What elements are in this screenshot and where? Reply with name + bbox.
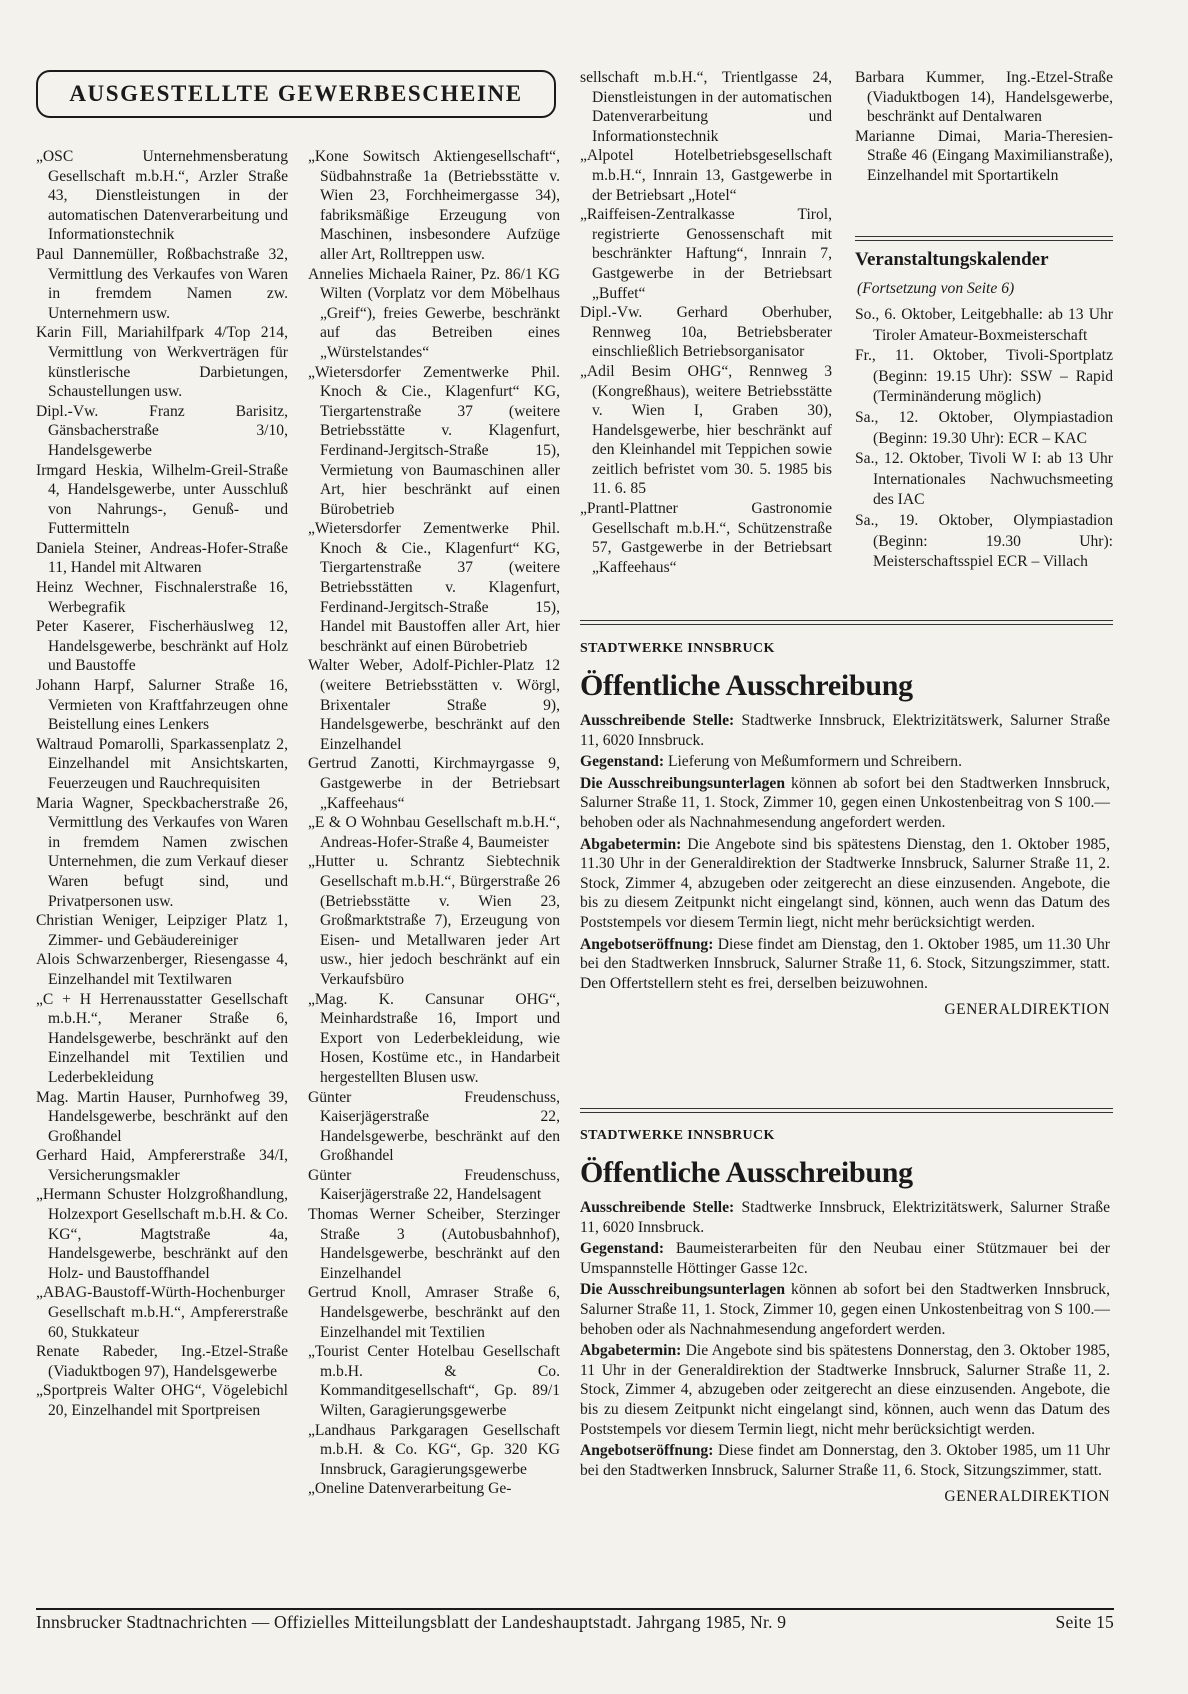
column-4 <box>855 68 1113 186</box>
list-item: „E & O Wohnbau Gesellschaft m.b.H.“, Andreas-Hofer-Straße 4, Baumeister <box>308 814 560 851</box>
tender-organization: STADTWERKE INNSBRUCK <box>580 641 775 656</box>
list-item: Waltraud Pomarolli, Sparkassenplatz 2, Einzelhandel mit Ansichtskarten, Feuerzeugen und Rauchrequisiten <box>36 735 288 792</box>
list-item: „ABAG-Baustoff-Würth-Hochenburger Gesellschaft m.b.H.“, Ampfererstraße 60, Stukkateur <box>36 1284 288 1341</box>
list-item: „Sportpreis Walter OHG“, Vögelebichl 20, Einzelhandel mit Sportpreisen <box>36 1382 288 1419</box>
list-item: „Hermann Schuster Holzgroßhandlung, Holzexport Gesellschaft m.b.H. & Co. KG“, Magtstraße 4a, Handelsgewerbe, beschränkt auf den Holz- und Baustoffhandel <box>36 1186 288 1282</box>
list-item: Mag. Martin Hauser, Purnhofweg 39, Handelsgewerbe, beschränkt auf den Großhandel <box>36 1088 288 1145</box>
list-item: Dipl.-Vw. Franz Barisitz, Gänsbacherstraße 3/10, Handelsgewerbe <box>36 402 288 459</box>
tender-paragraph <box>580 752 1110 772</box>
tender-title: Öffentliche Ausschreibung <box>580 1156 913 1189</box>
list-item: Günter Freudenschuss, Kaiserjägerstraße 22, Handelsagent <box>308 1166 560 1204</box>
section-divider <box>580 1108 1113 1113</box>
list-item: Johann Harpf, Salurner Straße 16, Vermieten von Kraftfahrzeugen ohne Beistellung eines Lenkers <box>36 677 288 734</box>
list-item: „Alpotel Hotelbetriebsgesellschaft m.b.H.“, Innrain 13, Gastgewerbe in der Betriebsart „Hotel“ <box>580 147 832 204</box>
list-item: Annelies Michaela Rainer, Pz. 86/1 KG Wilten (Vorplatz vor dem Möbelhaus „Greif“), freies Gewerbe, beschränkt auf das Betreiben eines „Würstelstandes“ <box>308 265 560 361</box>
page-number: Seite 15 <box>1055 1612 1114 1632</box>
event-calendar-title: Veranstaltungskalender <box>855 249 1049 270</box>
list-item: Günter Freudenschuss, Kaiserjägerstraße 22, Handelsgewerbe, beschränkt auf den Großhandel <box>308 1088 560 1165</box>
list-item: „Landhaus Parkgaragen Gesellschaft m.b.H. & Co. KG“, Gp. 320 KG Innsbruck, Garagierungsgewerbe <box>308 1421 560 1478</box>
tender-paragraph <box>580 1341 1110 1439</box>
event-item: Fr., 11. Oktober, Tivoli-Sportplatz (Beginn: 19.15 Uhr): SSW – Rapid (Terminänderung möglich) <box>855 347 1113 406</box>
tender-text: Diese findet am Dienstag, den 1. Oktober 1985, um 11.30 Uhr bei den Stadtwerken Innsbruck, Salurner Straße 11, 6. Stock, Sitzungszimmer, statt. Den Offertstellern steht es frei, derselben beizuwohnen. <box>580 935 1110 992</box>
list-item: Heinz Wechner, Fischnalerstraße 16, Werbegrafik <box>36 579 288 616</box>
tender-paragraph <box>580 1280 1110 1339</box>
section-divider <box>855 236 1113 241</box>
list-item: Alois Schwarzenberger, Riesengasse 4, Einzelhandel mit Textilwaren <box>36 951 288 988</box>
list-item: Maria Wagner, Speckbacherstraße 26, Vermittlung des Verkaufes von Waren in fremdem Namen zwischen Unternehmen, die zum Verkauf dieser Waren befugt sind, und Privatpersonen usw. <box>36 794 288 910</box>
list-item: „Wietersdorfer Zementwerke Phil. Knoch & Cie., Klagenfurt“ KG, Tiergartenstraße 37 (weitere Betriebsstätten v. Klagenfurt, Ferdinand-Jergitsch-Straße 15), Handel mit Baustoffen aller Art, hier beschränkt auf einen Bürobetrieb <box>308 520 560 655</box>
tender-paragraph <box>580 935 1110 994</box>
list-item: „Adil Besim OHG“, Rennweg 3 (Kongreßhaus), weitere Betriebsstätte v. Wien I, Graben 30), Handelsgewerbe, hier beschränkt auf den Kleinhandel mit Teppichen sowie zeitlich befristet vom 30. 5. 1985 bis 11. 6. 85 <box>580 362 832 498</box>
event-item: Sa., 12. Oktober, Olympiastadion (Beginn: 19.30 Uhr): ECR – KAC <box>855 408 1113 447</box>
list-item: Paul Dannemüller, Roßbachstraße 32, Vermittlung des Verkaufes von Waren in fremdem Namen zw. Unternehmern usw. <box>36 245 288 322</box>
event-calendar-subtitle: (Fortsetzung von Seite 6) <box>857 280 1015 297</box>
list-item: „Prantl-Plattner Gastronomie Gesellschaft m.b.H.“, Schützenstraße 57, Gastgewerbe in der Betriebsart „Kaffeehaus“ <box>580 500 832 576</box>
tender-text: können ab sofort bei den Stadtwerken Innsbruck, Salurner Straße 11, 1. Stock, Zimmer 10, gegen einen Unkostenbeitrag von S 100.— behoben oder als Nachnahmesendung angefordert werden. <box>580 774 1110 831</box>
column-1 <box>36 147 288 1421</box>
tender-notice-2 <box>580 1128 1110 1506</box>
column-2 <box>308 147 560 1499</box>
list-item: „Tourist Center Hotelbau Gesellschaft m.b.H. & Co. Kommanditgesellschaft“, Gp. 89/1 Wilten, Garagierungsgewerbe <box>308 1343 560 1419</box>
tender-paragraph <box>580 774 1110 833</box>
footer-divider <box>36 1608 1114 1610</box>
list-item: „Wietersdorfer Zementwerke Phil. Knoch & Cie., Klagenfurt“ KG, Tiergartenstraße 37 (weitere Betriebsstätte v. Klagenfurt, Ferdinand-Jergitsch-Straße 15), Vermietung von Baumaschinen aller Art, hier beschränkt auf einen Bürobetrieb <box>308 363 560 518</box>
tender-text: Stadtwerke Innsbruck, Elektrizitätswerk, Salurner Straße 11, 6020 Innsbruck. <box>580 712 1110 749</box>
tender-label: Gegenstand: <box>580 1240 665 1258</box>
tender-text: Die Angebote sind bis spätestens Dienstag, den 1. Oktober 1985, 11.30 Uhr in der Generaldirektion der Stadtwerke Innsbruck, Salurner Straße 11, 2. Stock, Zimmer 4, abzugeben oder zeitgerecht an diese einzusenden. Angebote, die bis zu diesem Zeitpunkt nicht eingelangt sind, können, auch wenn das Datum des Poststempels vor diesem Termin liegt, nicht mehr berücksichtigt werden. <box>580 835 1110 931</box>
tender-text: Lieferung von Meßumformern und Schreibern. <box>664 753 962 771</box>
event-item: So., 6. Oktober, Leitgebhalle: ab 13 Uhr Tiroler Amateur-Boxmeisterschaft <box>855 306 1113 344</box>
tender-paragraph <box>580 1239 1110 1278</box>
list-item: „Raiffeisen-Zentralkasse Tirol, registrierte Genossenschaft mit beschränkter Haftung“, Innrain 7, Gastgewerbe in der Betriebsart „Buffet“ <box>580 206 832 302</box>
tender-label: Abgabetermin: <box>580 1342 682 1360</box>
tender-text: Stadtwerke Innsbruck, Elektrizitätswerk, Salurner Straße 11, 6020 Innsbruck. <box>580 1199 1110 1236</box>
tender-label: Die Ausschreibungsunterlagen <box>580 774 786 792</box>
event-calendar-list <box>855 305 1113 573</box>
tender-paragraph <box>580 835 1110 933</box>
event-item: Sa., 12. Oktober, Tivoli W I: ab 13 Uhr Internationales Nachwuchsmeeting des IAC <box>855 450 1113 509</box>
list-item: Karin Fill, Mariahilfpark 4/Top 214, Vermittlung von Werkverträgen für künstlerische Darbietungen, Schaustellungen usw. <box>36 324 288 401</box>
list-item: Gerhard Haid, Ampfererstraße 34/I, Versicherungsmakler <box>36 1147 288 1184</box>
section-heading: AUSGESTELLTE GEWERBESCHEINE <box>69 81 523 106</box>
list-item: Dipl.-Vw. Gerhard Oberhuber, Rennweg 10a, Betriebsberater einschließlich Betriebsorganisator <box>580 304 832 361</box>
list-item: „Kone Sowitsch Aktiengesellschaft“, Südbahnstraße 1a (Betriebsstätte v. Wien 23, Forchheimergasse 34), fabriksmäßige Erzeugung von Maschinen, insbesondere Aufzüge aller Art, Rolltreppen usw. <box>308 148 560 263</box>
tender-label: Ausschreibende Stelle: <box>580 712 735 729</box>
tender-title: Öffentliche Ausschreibung <box>580 669 913 702</box>
list-item: Peter Kaserer, Fischerhäuslweg 12, Handelsgewerbe, beschränkt auf Holz und Baustoffe <box>36 618 288 675</box>
tender-signature: GENERALDIREKTION <box>944 1488 1110 1506</box>
footer-publication: Innsbrucker Stadtnachrichten — Offizielles Mitteilungsblatt der Landeshauptstadt. Jahrgang 1985, Nr. 9 <box>36 1612 787 1632</box>
tender-organization: STADTWERKE INNSBRUCK <box>580 1128 775 1143</box>
list-item: Barbara Kummer, Ing.-Etzel-Straße (Viaduktbogen 14), Handelsgewerbe, beschränkt auf Dentalwaren <box>855 69 1113 126</box>
list-item: Gertrud Zanotti, Kirchmayrgasse 9, Gastgewerbe in der Betriebsart „Kaffeehaus“ <box>308 755 560 812</box>
list-item: Renate Rabeder, Ing.-Etzel-Straße (Viaduktbogen 97), Handelsgewerbe <box>36 1343 288 1380</box>
list-item: Christian Weniger, Leipziger Platz 1, Zimmer- und Gebäudereiniger <box>36 912 288 949</box>
tender-label: Abgabetermin: <box>580 835 682 853</box>
tender-paragraph <box>580 1198 1110 1237</box>
tender-label: Angebotseröffnung: <box>580 1442 714 1460</box>
tender-text: Die Angebote sind bis spätestens Donnerstag, den 3. Oktober 1985, 11 Uhr in der Generaldirektion der Stadtwerke Innsbruck, Salurner Straße 11, 2. Stock, Zimmer 4, abzugeben oder zeitgerecht an diese einzusenden. Angebote, die bis zu diesem Zeitpunkt nicht eingelangt sind, können, auch wenn das Datum des Poststempels vor diesem Termin liegt, nicht mehr berücksichtigt werden. <box>580 1342 1110 1438</box>
tender-text: Diese findet am Donnerstag, den 3. Oktober 1985, um 11 Uhr bei den Stadtwerken Innsbruck, Salurner Straße 11, 6. Stock, Sitzungszimmer, statt. <box>580 1442 1110 1479</box>
tender-label: Angebotseröffnung: <box>580 935 714 953</box>
tender-label: Die Ausschreibungsunterlagen <box>580 1281 786 1299</box>
section-divider <box>580 620 1113 625</box>
list-item: Daniela Steiner, Andreas-Hofer-Straße 11, Handel mit Altwaren <box>36 539 288 577</box>
tender-text: können ab sofort bei den Stadtwerken Innsbruck, Salurner Straße 11, 1. Stock, Zimmer 10, gegen einen Unkostenbeitrag von S 100.— behoben oder als Nachnahmesendung angefordert werden. <box>580 1281 1110 1338</box>
list-item: Marianne Dimai, Maria-Theresien-Straße 46 (Eingang Maximilianstraße), Einzelhandel mit Sportartikeln <box>855 127 1113 184</box>
list-item: „OSC Unternehmensberatung Gesellschaft m.b.H.“, Arzler Straße 43, Dienstleistungen in der automatischen Datenverarbeitung und Informationstechnik <box>36 148 288 244</box>
list-item: Walter Weber, Adolf-Pichler-Platz 12 (weitere Betriebsstätten v. Wörgl, Brixentaler Straße 9), Handelsgewerbe, beschränkt auf den Einzelhandel <box>308 657 560 753</box>
tender-text: Baumeisterarbeiten für den Neubau einer Stützmauer bei der Umspannstelle Höttinger Gasse 12c. <box>580 1240 1110 1277</box>
column-3 <box>580 68 832 577</box>
tender-paragraph <box>580 711 1110 750</box>
list-item: „Mag. K. Cansunar OHG“, Meinhardstraße 16, Import und Export von Lederbekleidung, wie Hosen, Kostüme etc., in Handarbeit hergestellten Blusen usw. <box>308 990 560 1086</box>
tender-paragraph <box>580 1441 1110 1480</box>
list-item: sellschaft m.b.H.“, Trientlgasse 24, Dienstleistungen in der automatischen Datenverarbeitung und Informationstechnik <box>580 69 832 145</box>
list-item: Irmgard Heskia, Wilhelm-Greil-Straße 4, Handelsgewerbe, unter Ausschluß von Nahrungs-, Genuß- und Futtermitteln <box>36 461 288 538</box>
list-item: „C + H Herrenausstatter Gesellschaft m.b.H.“, Meraner Straße 6, Handelsgewerbe, beschränkt auf den Einzelhandel mit Textilien und Lederbekleidung <box>36 990 288 1086</box>
tender-signature: GENERALDIREKTION <box>944 1001 1110 1019</box>
list-item: Thomas Werner Scheiber, Sterzinger Straße 3 (Autobusbahnhof), Handelsgewerbe, beschränkt auf den Einzelhandel <box>308 1206 560 1282</box>
section-heading-box <box>36 70 556 118</box>
tender-notice-1 <box>580 641 1110 1019</box>
event-item: Sa., 19. Oktober, Olympiastadion (Beginn: 19.30 Uhr): Meisterschaftsspiel ECR – Villach <box>855 511 1113 571</box>
page-footer <box>36 1612 1114 1633</box>
list-item: „Hutter u. Schrantz Siebtechnik Gesellschaft m.b.H.“, Bürgerstraße 26 (Betriebsstätte v. Wien 23, Großmarktstraße 7), Erzeugung von Eisen- und Metallwaren jeder Art usw., hier jedoch beschränkt auf ein Verkaufsbüro <box>308 853 560 988</box>
tender-label: Gegenstand: <box>580 753 665 771</box>
list-item: Gertrud Knoll, Amraser Straße 6, Handelsgewerbe, beschränkt auf den Einzelhandel mit Textilien <box>308 1284 560 1341</box>
tender-label: Ausschreibende Stelle: <box>580 1199 735 1216</box>
list-item: „Oneline Datenverarbeitung Ge- <box>308 1480 512 1498</box>
